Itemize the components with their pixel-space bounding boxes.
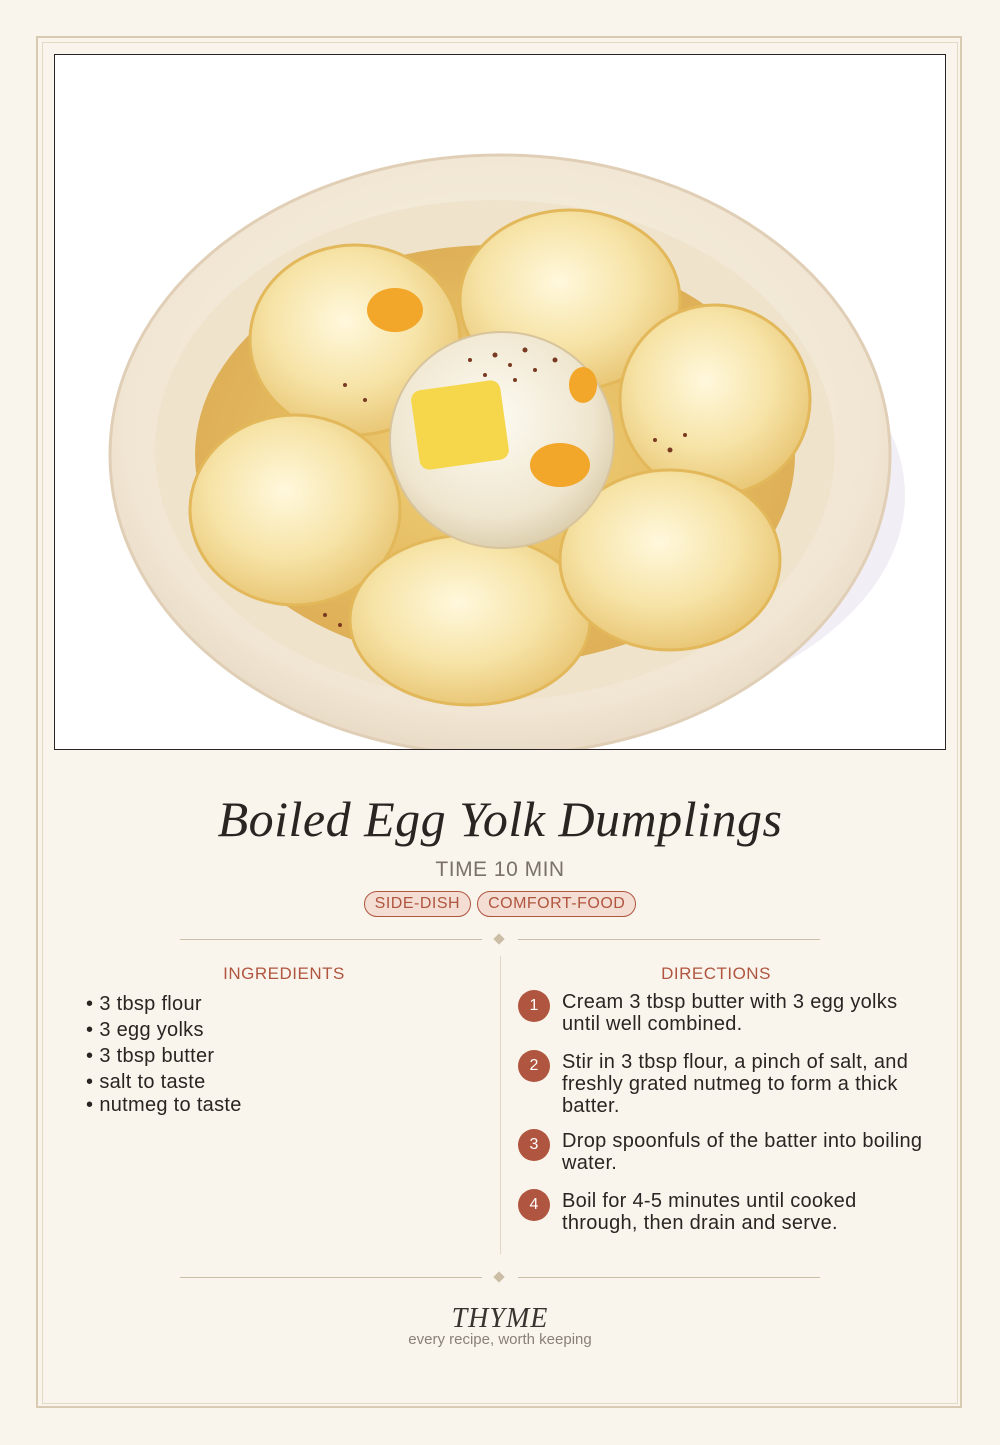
diamond-icon — [493, 1271, 504, 1282]
list-item: • 3 tbsp butter — [86, 1045, 215, 1067]
section-divider — [180, 1272, 820, 1284]
column-divider — [500, 956, 501, 1254]
ingredients-heading: INGREDIENTS — [223, 964, 345, 983]
list-item: • 3 tbsp flour — [86, 993, 202, 1015]
tag-list — [0, 891, 1000, 917]
dish-illustration — [54, 54, 946, 750]
brand-tagline: every recipe, worth keeping — [408, 1331, 592, 1348]
step-text: Stir in 3 tbsp flour, a pinch of salt, and freshly grated nutmeg to form a thick batter. — [562, 1051, 909, 1117]
recipe-time: TIME 10 MIN — [435, 858, 565, 881]
directions-heading: DIRECTIONS — [661, 964, 771, 983]
step-number: 2 — [518, 1050, 550, 1082]
step-number: 4 — [518, 1189, 550, 1221]
section-divider — [180, 934, 820, 946]
step-text: Drop spoonfuls of the batter into boiling water. — [562, 1130, 923, 1174]
recipe-title: Boiled Egg Yolk Dumplings — [217, 791, 783, 847]
tag-badge: COMFORT-FOOD — [477, 891, 636, 917]
step-number: 1 — [518, 990, 550, 1022]
list-item: • salt to taste — [86, 1071, 206, 1093]
tag-badge: SIDE-DISH — [364, 891, 471, 917]
step-number: 3 — [518, 1129, 550, 1161]
brand-name: THYME — [451, 1303, 549, 1334]
list-item: • nutmeg to taste — [86, 1094, 242, 1116]
ingredients-list — [86, 992, 242, 1119]
diamond-icon — [493, 933, 504, 944]
list-item: • 3 egg yolks — [86, 1019, 204, 1041]
step-text: Boil for 4-5 minutes until cooked through, then drain and serve. — [562, 1190, 857, 1234]
step-text: Cream 3 tbsp butter with 3 egg yolks until well combined. — [562, 991, 898, 1035]
